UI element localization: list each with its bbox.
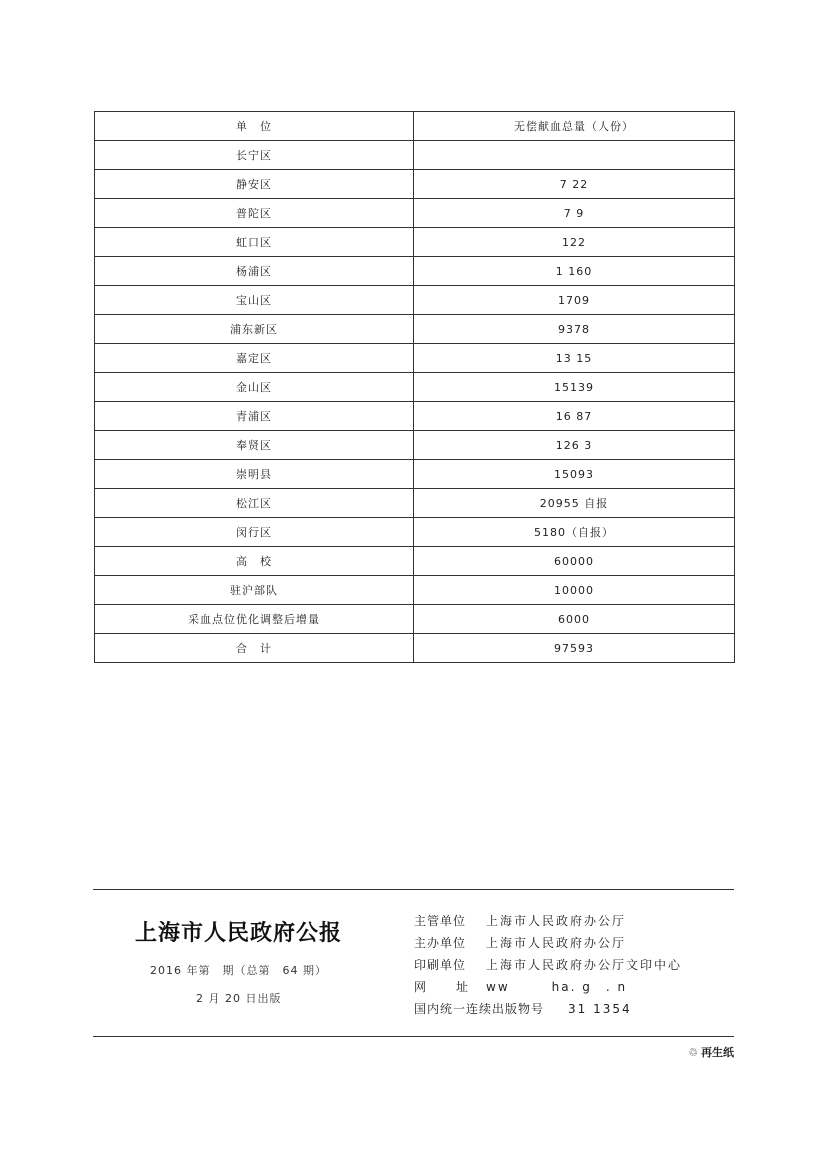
donation-total-cell: 6000 bbox=[414, 605, 735, 634]
footer-top-rule bbox=[93, 889, 734, 890]
footer-bottom-rule bbox=[93, 1036, 734, 1037]
donation-total-cell: 15093 bbox=[414, 460, 735, 489]
gazette-title: 上海市人民政府公报 bbox=[135, 920, 343, 946]
issue-number: 2016 年第 期（总第 64 期） bbox=[150, 964, 327, 977]
publish-date: 2 月 20 日出版 bbox=[196, 992, 282, 1005]
donation-total-cell: 97593 bbox=[414, 634, 735, 663]
colophon-value: 上海市人民政府办公厅 bbox=[486, 914, 627, 928]
table-row bbox=[95, 373, 735, 402]
unit-cell: 青浦区 bbox=[95, 402, 414, 431]
unit-cell: 虹口区 bbox=[95, 228, 414, 257]
colophon-label: 网址 bbox=[414, 980, 499, 994]
donation-total-cell: 10000 bbox=[414, 576, 735, 605]
colophon-value: 上海市人民政府办公厅 bbox=[486, 936, 627, 950]
donation-total-cell: 9378 bbox=[414, 315, 735, 344]
table-row bbox=[95, 431, 735, 460]
donation-total-cell: 1 160 bbox=[414, 257, 735, 286]
table-row bbox=[95, 315, 735, 344]
table-row bbox=[95, 547, 735, 576]
unit-cell: 驻沪部队 bbox=[95, 576, 414, 605]
unit-cell: 浦东新区 bbox=[95, 315, 414, 344]
colophon-value: 31 1354 bbox=[568, 1002, 632, 1016]
donation-total-cell: 7 22 bbox=[414, 170, 735, 199]
colophon-label: 国内统一连续出版物号 bbox=[414, 1002, 545, 1016]
colophon-row-serial-number bbox=[414, 998, 682, 1020]
recycled-paper-mark bbox=[688, 1044, 734, 1060]
table-row bbox=[95, 460, 735, 489]
table-row bbox=[95, 170, 735, 199]
unit-cell: 奉贤区 bbox=[95, 431, 414, 460]
table-row bbox=[95, 576, 735, 605]
donation-total-cell: 60000 bbox=[414, 547, 735, 576]
colophon-value: 上海市人民政府办公厅文印中心 bbox=[486, 958, 683, 972]
unit-cell: 松江区 bbox=[95, 489, 414, 518]
blood-donation-table bbox=[94, 111, 735, 663]
table-row bbox=[95, 286, 735, 315]
table-row bbox=[95, 605, 735, 634]
recycled-paper-label: 再生纸 bbox=[701, 1046, 734, 1059]
table-row bbox=[95, 518, 735, 547]
colophon-label: 主管单位 bbox=[414, 914, 467, 928]
unit-cell: 闵行区 bbox=[95, 518, 414, 547]
table-row bbox=[95, 228, 735, 257]
unit-cell: 普陀区 bbox=[95, 199, 414, 228]
colophon-label: 印刷单位 bbox=[414, 958, 467, 972]
unit-cell: 金山区 bbox=[95, 373, 414, 402]
unit-cell: 高 校 bbox=[95, 547, 414, 576]
colophon-row-printer bbox=[414, 954, 682, 976]
unit-cell: 合 计 bbox=[95, 634, 414, 663]
colophon-row-supervisor bbox=[414, 910, 682, 932]
table-row bbox=[95, 489, 735, 518]
colophon-label: 主办单位 bbox=[414, 936, 467, 950]
colophon-value: ww ha. g . n bbox=[486, 980, 628, 994]
table-row bbox=[95, 402, 735, 431]
donation-total-cell: 15139 bbox=[414, 373, 735, 402]
colophon bbox=[414, 910, 682, 1020]
donation-total-cell: 5180（自报） bbox=[414, 518, 735, 547]
colophon-row-website bbox=[414, 976, 682, 998]
column-header-total: 无偿献血总量（人份） bbox=[414, 112, 735, 141]
donation-total-cell: 126 3 bbox=[414, 431, 735, 460]
donation-total-cell: 1709 bbox=[414, 286, 735, 315]
unit-cell: 崇明县 bbox=[95, 460, 414, 489]
column-header-unit: 单 位 bbox=[95, 112, 414, 141]
donation-total-cell: 13 15 bbox=[414, 344, 735, 373]
donation-total-cell: 122 bbox=[414, 228, 735, 257]
table-row bbox=[95, 257, 735, 286]
unit-cell: 长宁区 bbox=[95, 141, 414, 170]
table-body bbox=[95, 141, 735, 663]
donation-total-cell: 16 87 bbox=[414, 402, 735, 431]
table-row bbox=[95, 199, 735, 228]
unit-cell: 采血点位优化调整后增量 bbox=[95, 605, 414, 634]
unit-cell: 嘉定区 bbox=[95, 344, 414, 373]
donation-total-cell bbox=[414, 141, 735, 170]
recycle-icon: ♲ bbox=[688, 1046, 698, 1059]
unit-cell: 杨浦区 bbox=[95, 257, 414, 286]
unit-cell: 宝山区 bbox=[95, 286, 414, 315]
donation-total-cell: 7 9 bbox=[414, 199, 735, 228]
table-row bbox=[95, 344, 735, 373]
unit-cell: 静安区 bbox=[95, 170, 414, 199]
table-row bbox=[95, 141, 735, 170]
donation-total-cell: 20955 自报 bbox=[414, 489, 735, 518]
colophon-row-sponsor bbox=[414, 932, 682, 954]
table-row bbox=[95, 634, 735, 663]
table-header-row bbox=[95, 112, 735, 141]
